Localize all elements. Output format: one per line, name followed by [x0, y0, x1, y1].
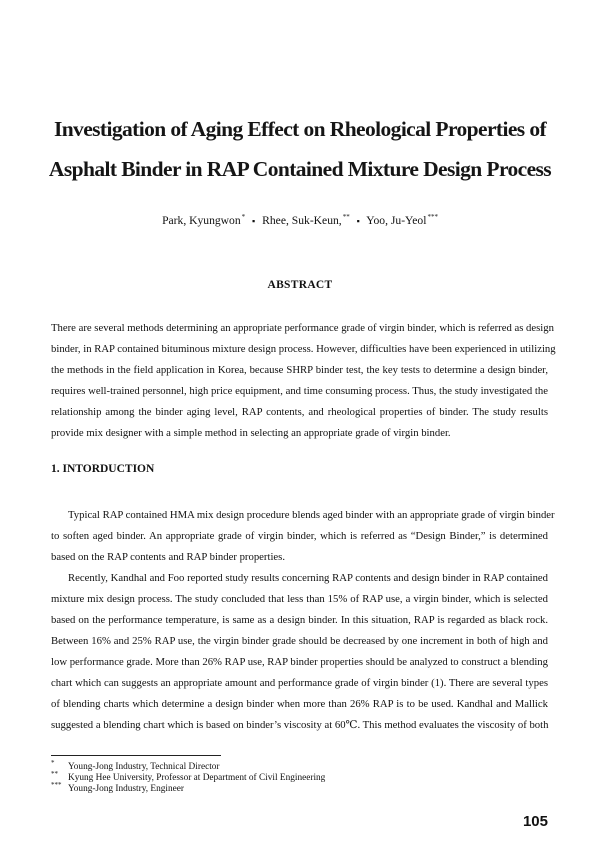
body-line: Recently, Kandhal and Foo reported study results concerning RAP contents and design binder in RAP contained — [68, 572, 548, 584]
footnote-mark: *** — [51, 781, 62, 789]
footnote-mark: ** — [51, 770, 58, 778]
paper-title-line-1: Investigation of Aging Effect on Rheological Properties of — [53, 117, 547, 141]
body-line: chart which can suggests an appropriate amount and performance grade of virgin binder (1). There are several types — [51, 677, 548, 689]
abstract-line: relationship among the binder aging level, RAP contents, and rheological properties of binder. The study results — [51, 406, 548, 418]
body-line: of blending charts which determine a design binder when more than 26% RAP is to be used. Kandhal and Mallick — [51, 698, 548, 710]
abstract-line: requires well-trained personnel, high price equipment, and time consuming process. Thus, the study investigated the — [51, 385, 548, 397]
body-line: to soften aged binder. An appropriate grade of virgin binder, which is referred as “Design Binder,” is determined — [51, 530, 548, 542]
abstract-line: binder, in RAP contained bituminous mixture design process. However, difficulties have been experienced in utilizing — [51, 343, 556, 355]
paper-title-line-2: Asphalt Binder in RAP Contained Mixture Design Process — [48, 157, 552, 181]
author-name: Rhee, Suk-Keun, — [262, 214, 342, 227]
footnote-divider — [51, 755, 221, 756]
abstract-heading: ABSTRACT — [267, 279, 333, 291]
page-number: 105 — [522, 813, 548, 830]
author-name: Park, Kyungwon — [162, 214, 241, 227]
body-line: based on the performance temperature, is same as a design binder. In this situation, RAP is regarded as black rock. — [51, 614, 548, 626]
author-separator: ▪ — [356, 216, 360, 226]
footnote-text: Young-Jong Industry, Engineer — [68, 784, 184, 794]
author-separator: ▪ — [252, 216, 256, 226]
abstract-line: the methods in the field application in Korea, because SHRP binder test, the key tests to determine a design binder, — [51, 364, 548, 376]
author-affiliation-mark: ** — [342, 213, 350, 221]
body-line: mixture mix design process. The study concluded that less than 15% of RAP use, a virgin binder, which is selected — [51, 593, 548, 605]
body-line: Between 16% and 25% RAP use, the virgin binder grade should be decreased by one increment in both of high and — [51, 635, 548, 647]
abstract-line: There are several methods determining an appropriate performance grade of virgin binder, which is referred as design — [51, 322, 554, 334]
footnote-mark: * — [51, 759, 55, 767]
footnote-text: Young-Jong Industry, Technical Director — [68, 762, 220, 772]
footnote-text: Kyung Hee University, Professor at Department of Civil Engineering — [68, 773, 326, 783]
body-line: based on the RAP contents and RAP binder properties. — [51, 551, 285, 563]
author-name: Yoo, Ju-Yeol — [366, 214, 427, 227]
body-line: Typical RAP contained HMA mix design procedure blends aged binder with an appropriate grade of virgin binder — [68, 509, 555, 521]
body-line: suggested a blending chart which is based on binder’s viscosity at 60℃. This method evaluates the viscosity of both — [51, 719, 549, 731]
abstract-line: provide mix designer with a simple method in selecting an appropriate grade of virgin binder. — [51, 427, 451, 439]
author-list — [0, 213, 600, 227]
author-affiliation-mark: * — [241, 213, 246, 221]
section-heading: 1. INTORDUCTION — [51, 463, 155, 475]
body-line: low performance grade. More than 26% RAP use, RAP binder properties should be analyzed to construct a blending — [51, 656, 548, 668]
author-affiliation-mark: *** — [427, 213, 438, 221]
